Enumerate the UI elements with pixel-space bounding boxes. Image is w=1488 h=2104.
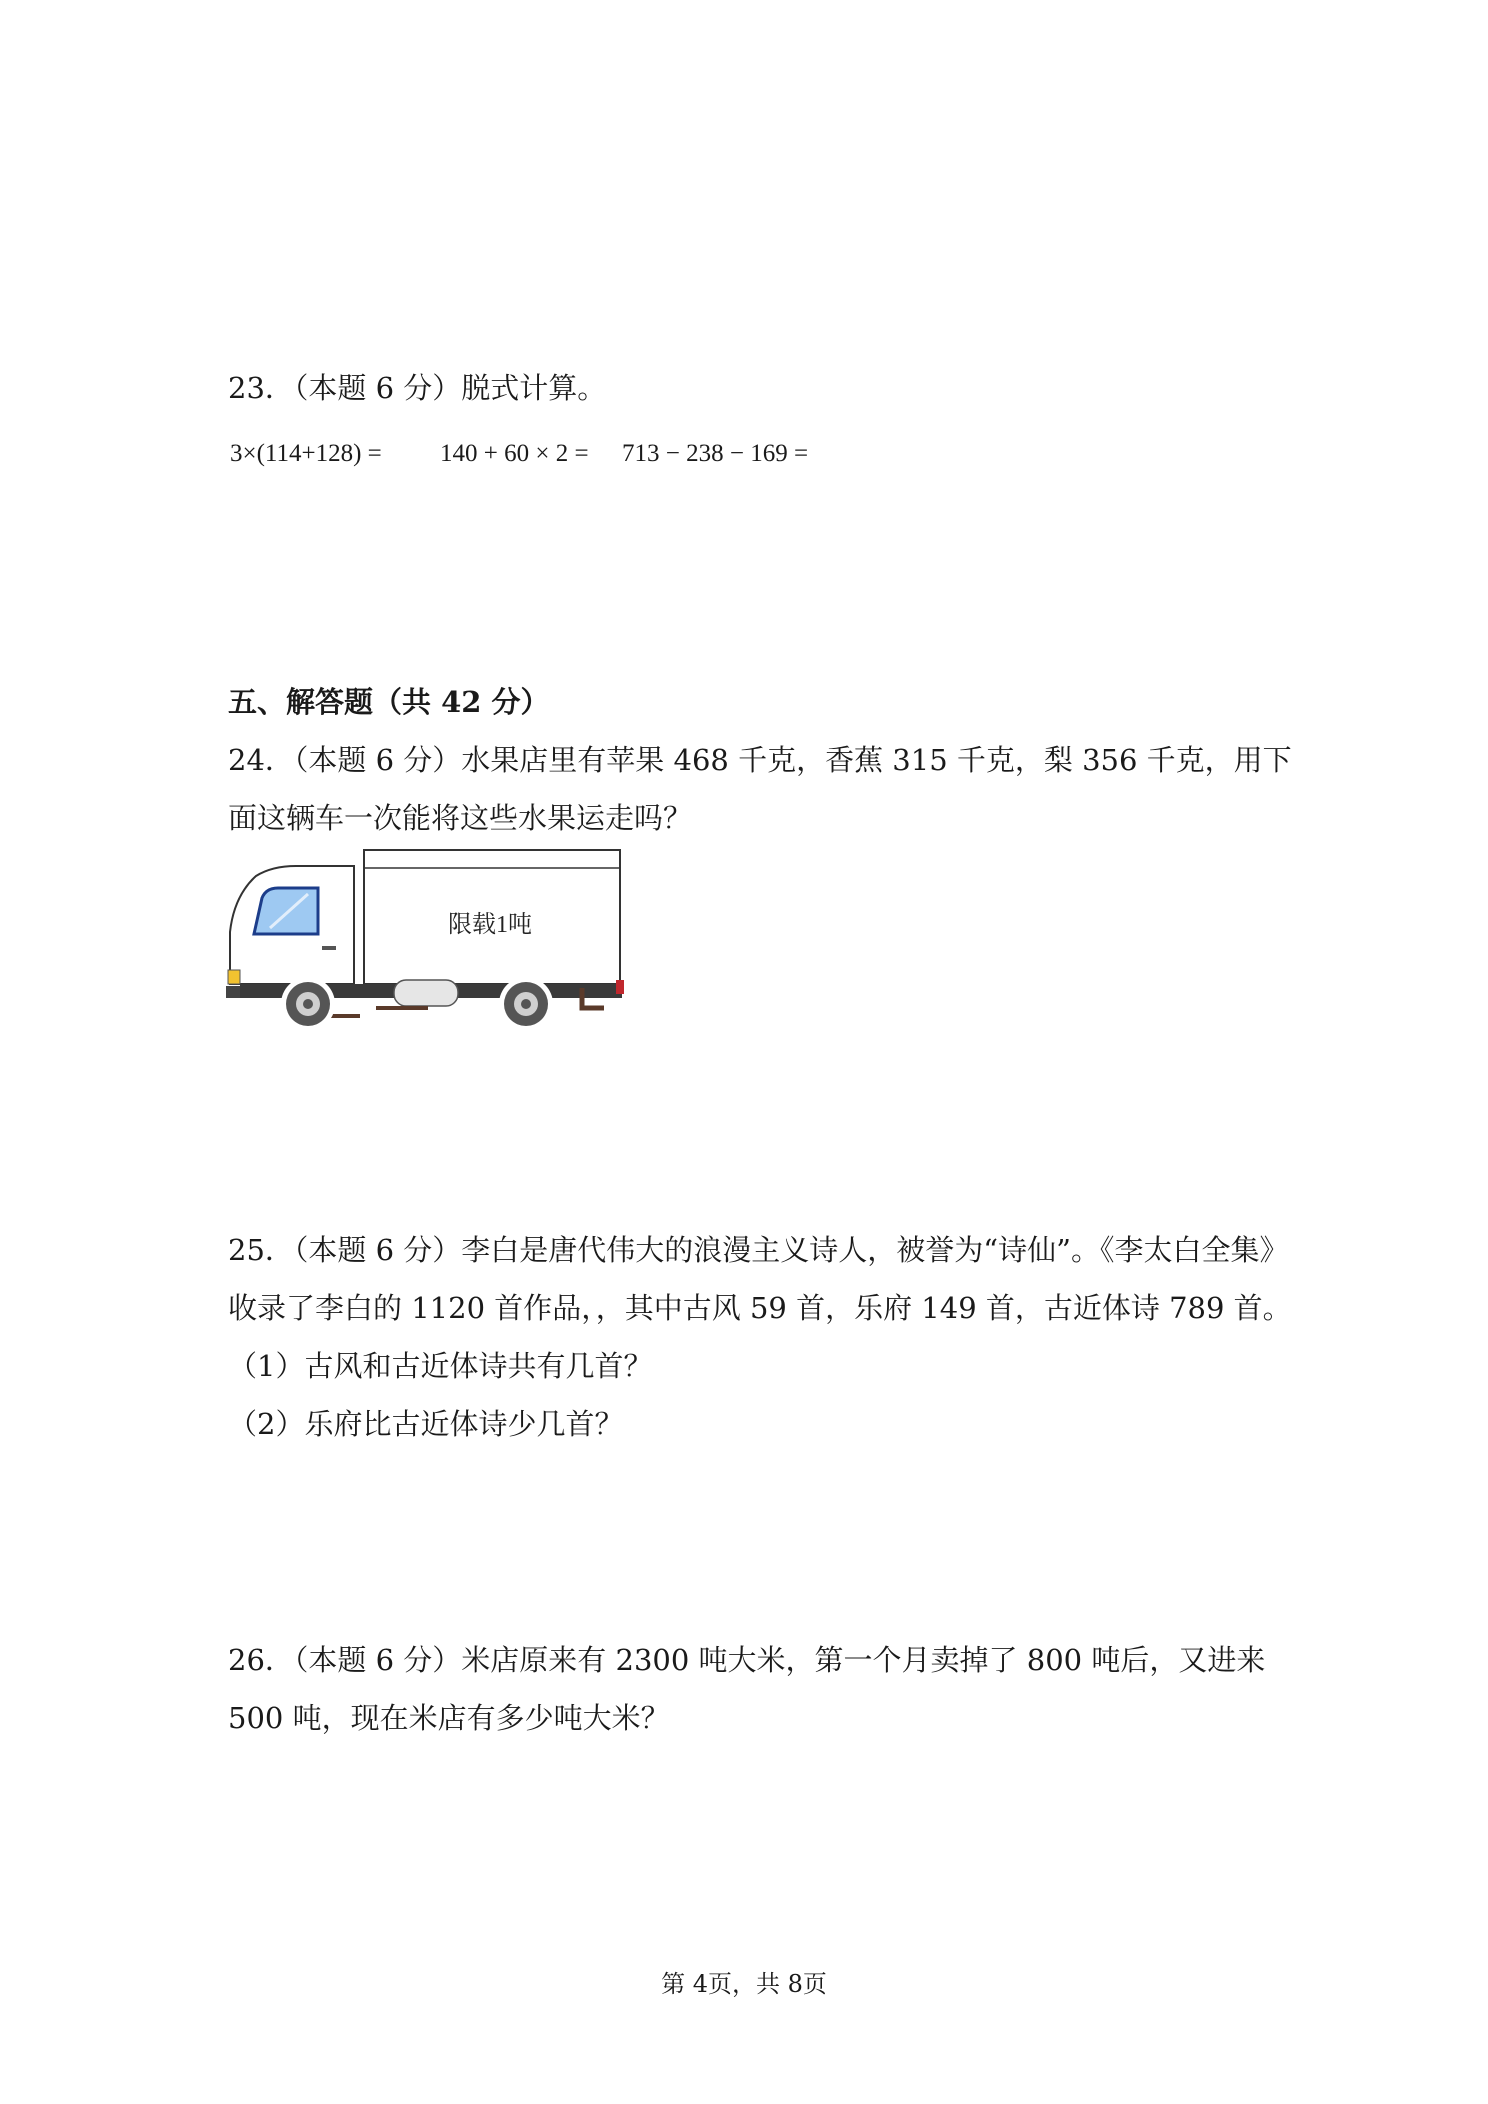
truck-illustration (226, 846, 628, 1042)
q24-line-2: 面这辆车一次能将这些水果运走吗？ (228, 801, 693, 835)
q24-line-1: 24．（本题 6 分）水果店里有苹果 468 千克，香蕉 315 千克，梨 356 千克，用下 (228, 743, 1292, 777)
q25-subquestion-1: （1）古风和古近体诗共有几首？ (228, 1349, 653, 1383)
q23-expression-3: 713 − 238 − 169 = (622, 440, 809, 467)
q25-line-1: 25．（本题 6 分）李白是唐代伟大的浪漫主义诗人，被誉为“诗仙”。《李太白全集》 (228, 1233, 1289, 1267)
page-footer: 第 4页，共 8页 (661, 1970, 827, 1998)
q25-subquestion-2: （2）乐府比古近体诗少几首？ (228, 1407, 624, 1441)
q26-line-2: 500 吨，现在米店有多少吨大米？ (228, 1701, 670, 1735)
q23-title: 23．（本题 6 分）脱式计算。 (228, 371, 607, 405)
q25-line-2: 收录了李白的 1120 首作品，，其中古风 59 首，乐府 149 首，古近体诗 789 首。 (228, 1291, 1292, 1325)
q23-expression-2: 140 + 60 × 2 = (440, 440, 589, 467)
q26-line-1: 26．（本题 6 分）米店原来有 2300 吨大米，第一个月卖掉了 800 吨后，又进来 (228, 1643, 1266, 1677)
section-5-heading: 五、解答题（共 42 分） (228, 685, 550, 719)
truck-load-limit-label: 限载1吨 (448, 912, 532, 938)
q23-expression-1: 3×(114+128) = (230, 440, 382, 467)
